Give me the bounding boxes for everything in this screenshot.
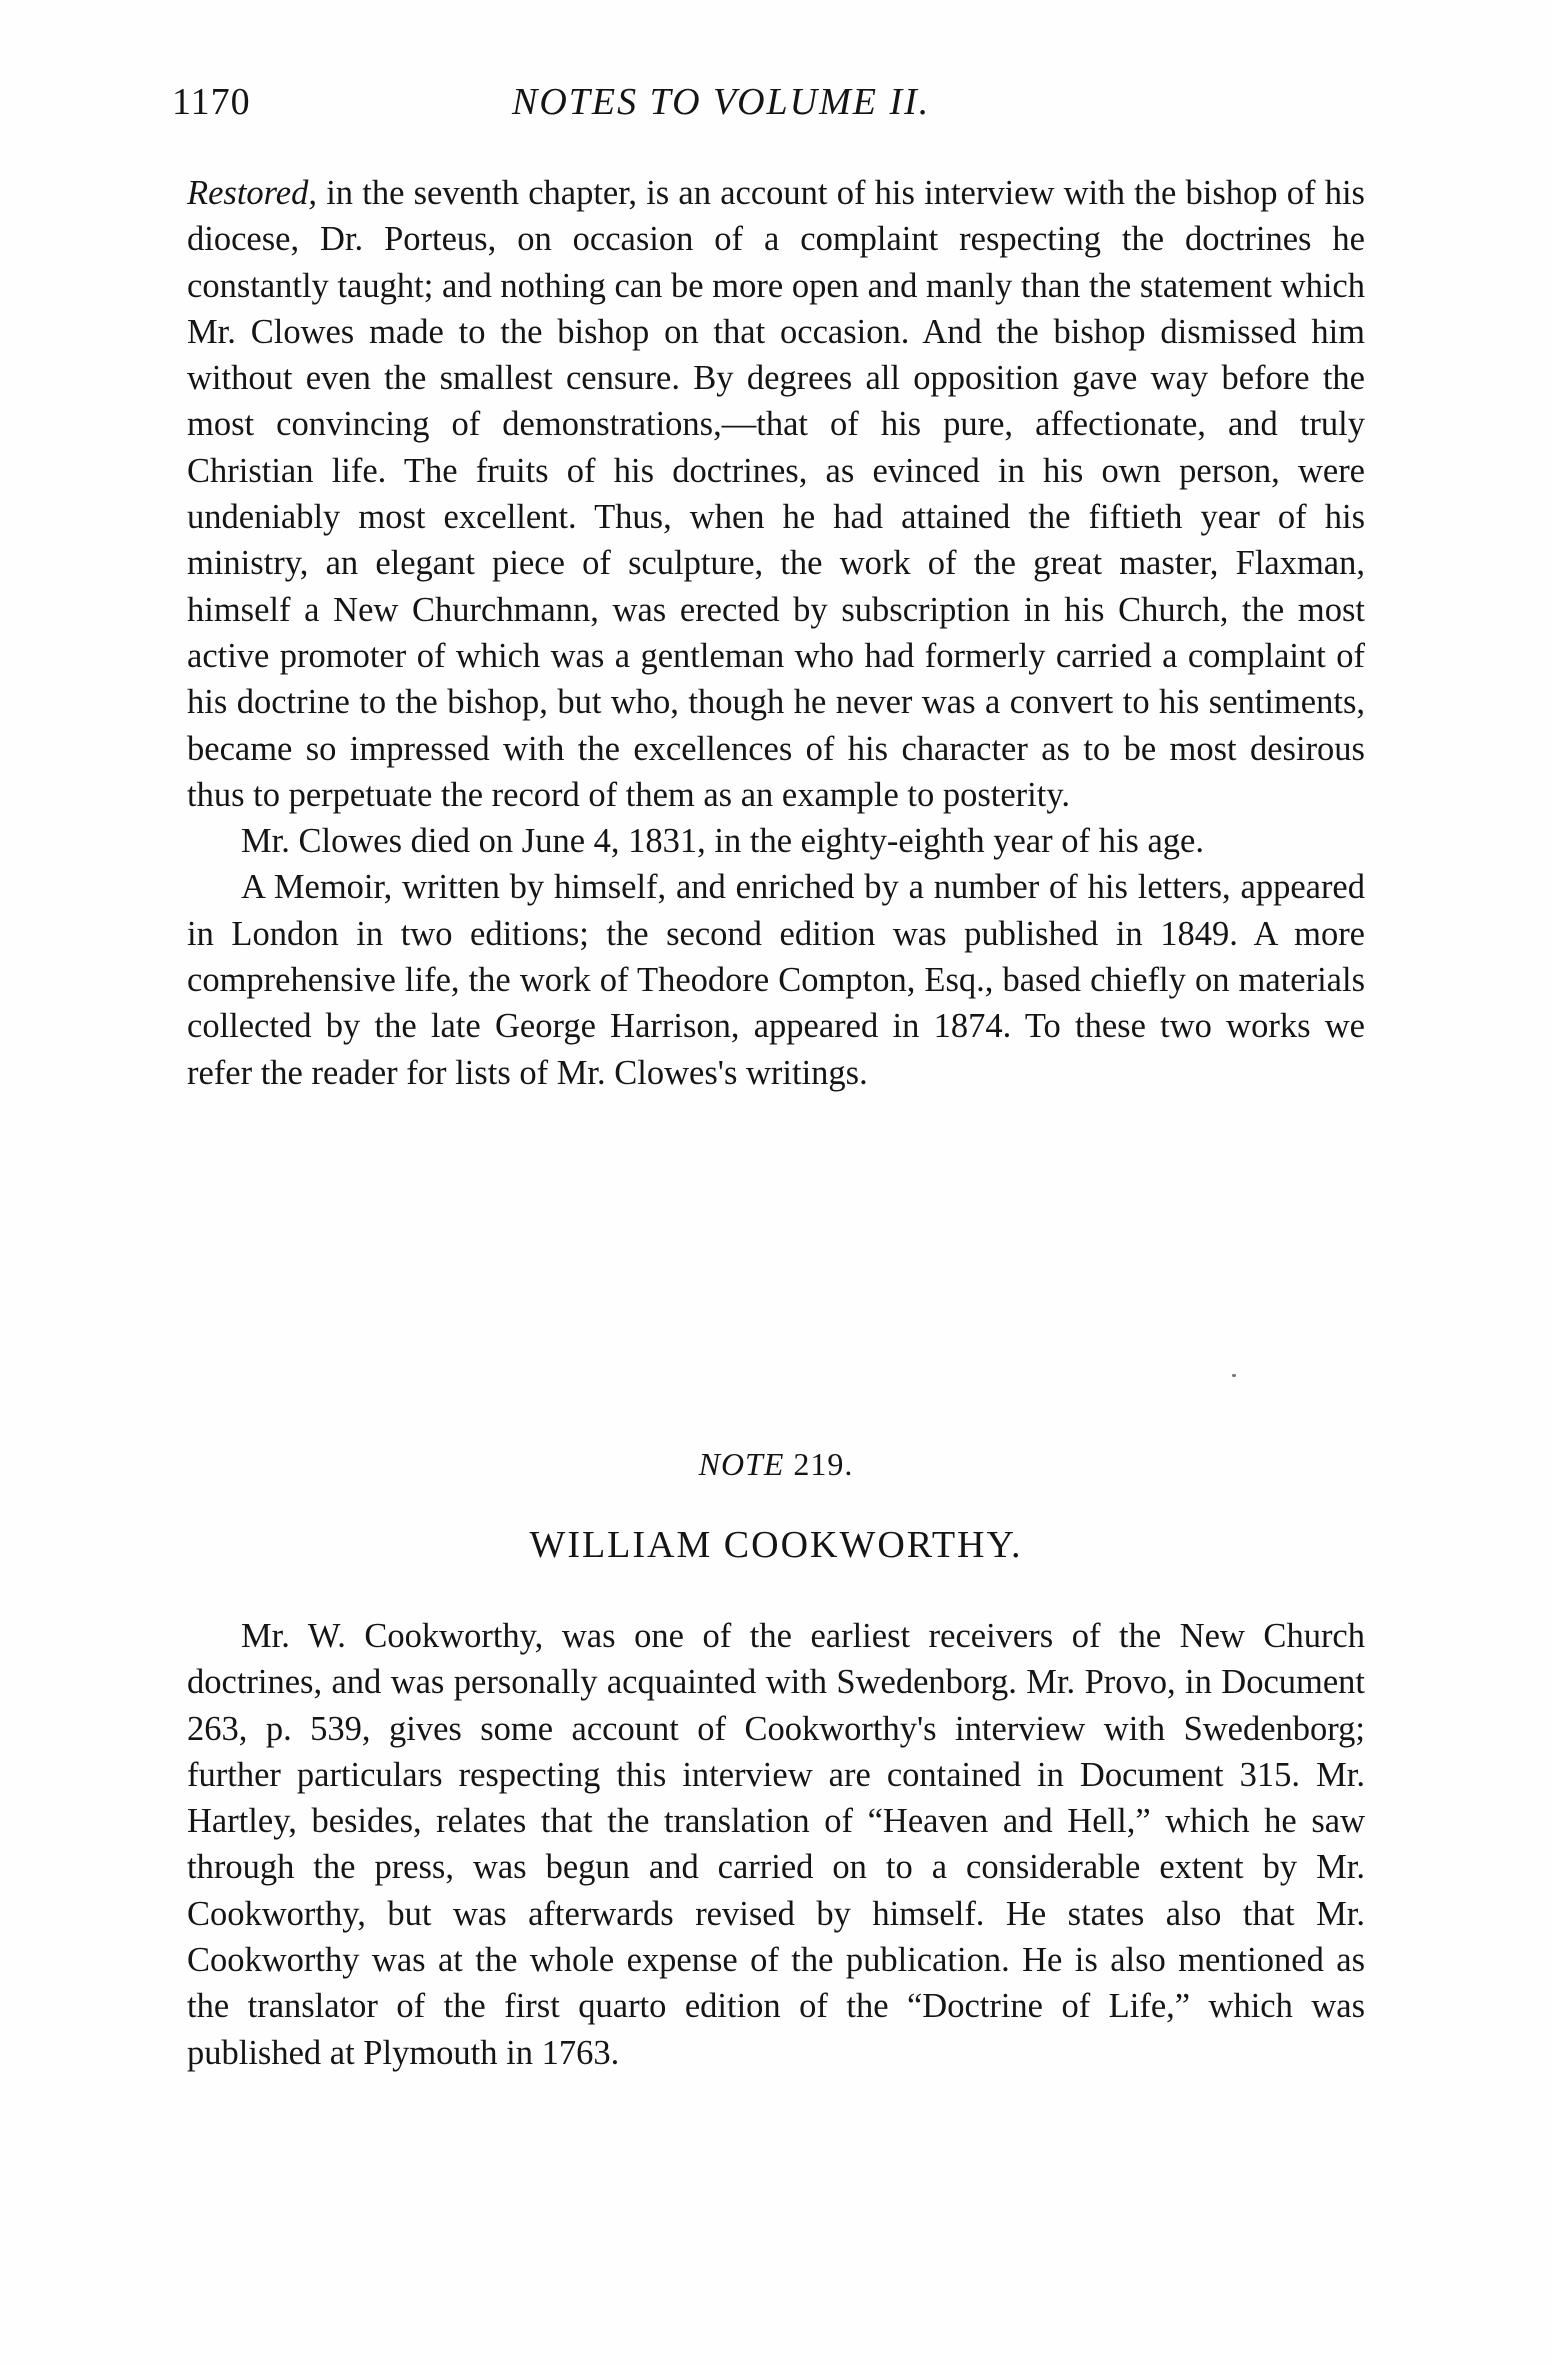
note-label-number: 219. (793, 1446, 854, 1482)
running-head (172, 72, 1365, 132)
page-number: 1170 (172, 81, 251, 123)
note-label-word: NOTE (698, 1446, 785, 1482)
italic-lead-word: Restored, (187, 174, 317, 212)
note-paragraph: Mr. W. Cookworthy, was one of the earliest receivers of the New Church doctrines, and was personally acquainted with Swedenborg. Mr. Provo, in Document 263, p. 539, gives some account of Cookworthy's interview with Swedenborg; further particulars respecting this interview are contained in Document 315. Mr. Hartley, besides, relates that the translation of “Heaven and Hell,” which he saw through the press, was begun and carried on to a considerable extent by Mr. Cookworthy, but was afterwards revised by himself. He states also that Mr. Cookworthy was at the whole expense of the publication. He is also mentioned as the translator of the first quarto edition of the “Doctrine of Life,” which was published at Plymouth in 1763. (187, 1617, 1365, 2072)
continued-paragraph (187, 170, 1365, 818)
continued-paragraph-text: in the seventh chapter, is an account of his interview with the bishop of his diocese, Dr. Porteus, on occasion of a complaint respecting the doctrines he constantly taught; and nothing can be more open and manly than the statement which Mr. Clowes made to the bishop on that occasion. And the bishop dismissed him without even the smallest censure. By degrees all opposition gave way before the most convincing of demonstrations,—that of his pure, affectionate, and truly Christian life. The fruits of his doctrines, as evinced in his own person, were undeniably most excellent. Thus, when he had attained the fiftieth year of his ministry, an elegant piece of sculpture, the work of the great master, Flaxman, himself a New Churchmann, was erected by subscription in his Church, the most active promoter of which was a gentleman who had formerly carried a complaint of his doctrine to the bishop, but who, though he never was a convert to his sentiments, became so impressed with the excellences of his character as to be most desirous thus to perpetuate the record of them as an example to posterity. (187, 174, 1365, 814)
running-title: NOTES TO VOLUME II. (512, 81, 931, 123)
print-speck (1232, 1374, 1236, 1377)
note-label (0, 1442, 1552, 1486)
note-heading: WILLIAM COOKWORTHY. (529, 1524, 1023, 1566)
note-body (187, 1613, 1365, 2076)
paragraph-memoir: A Memoir, written by himself, and enriched by a number of his letters, appeared in London in two editions; the second edition was published in 1849. A more comprehensive life, the work of Theodore Compton, Esq., based chiefly on materials collected by the late George Harrison, appeared in 1874. To these two works we refer the reader for lists of Mr. Clowes's writings. (187, 868, 1365, 1092)
paragraph-death: Mr. Clowes died on June 4, 1831, in the eighty-eighth year of his age. (241, 822, 1204, 861)
main-text (187, 170, 1365, 1096)
